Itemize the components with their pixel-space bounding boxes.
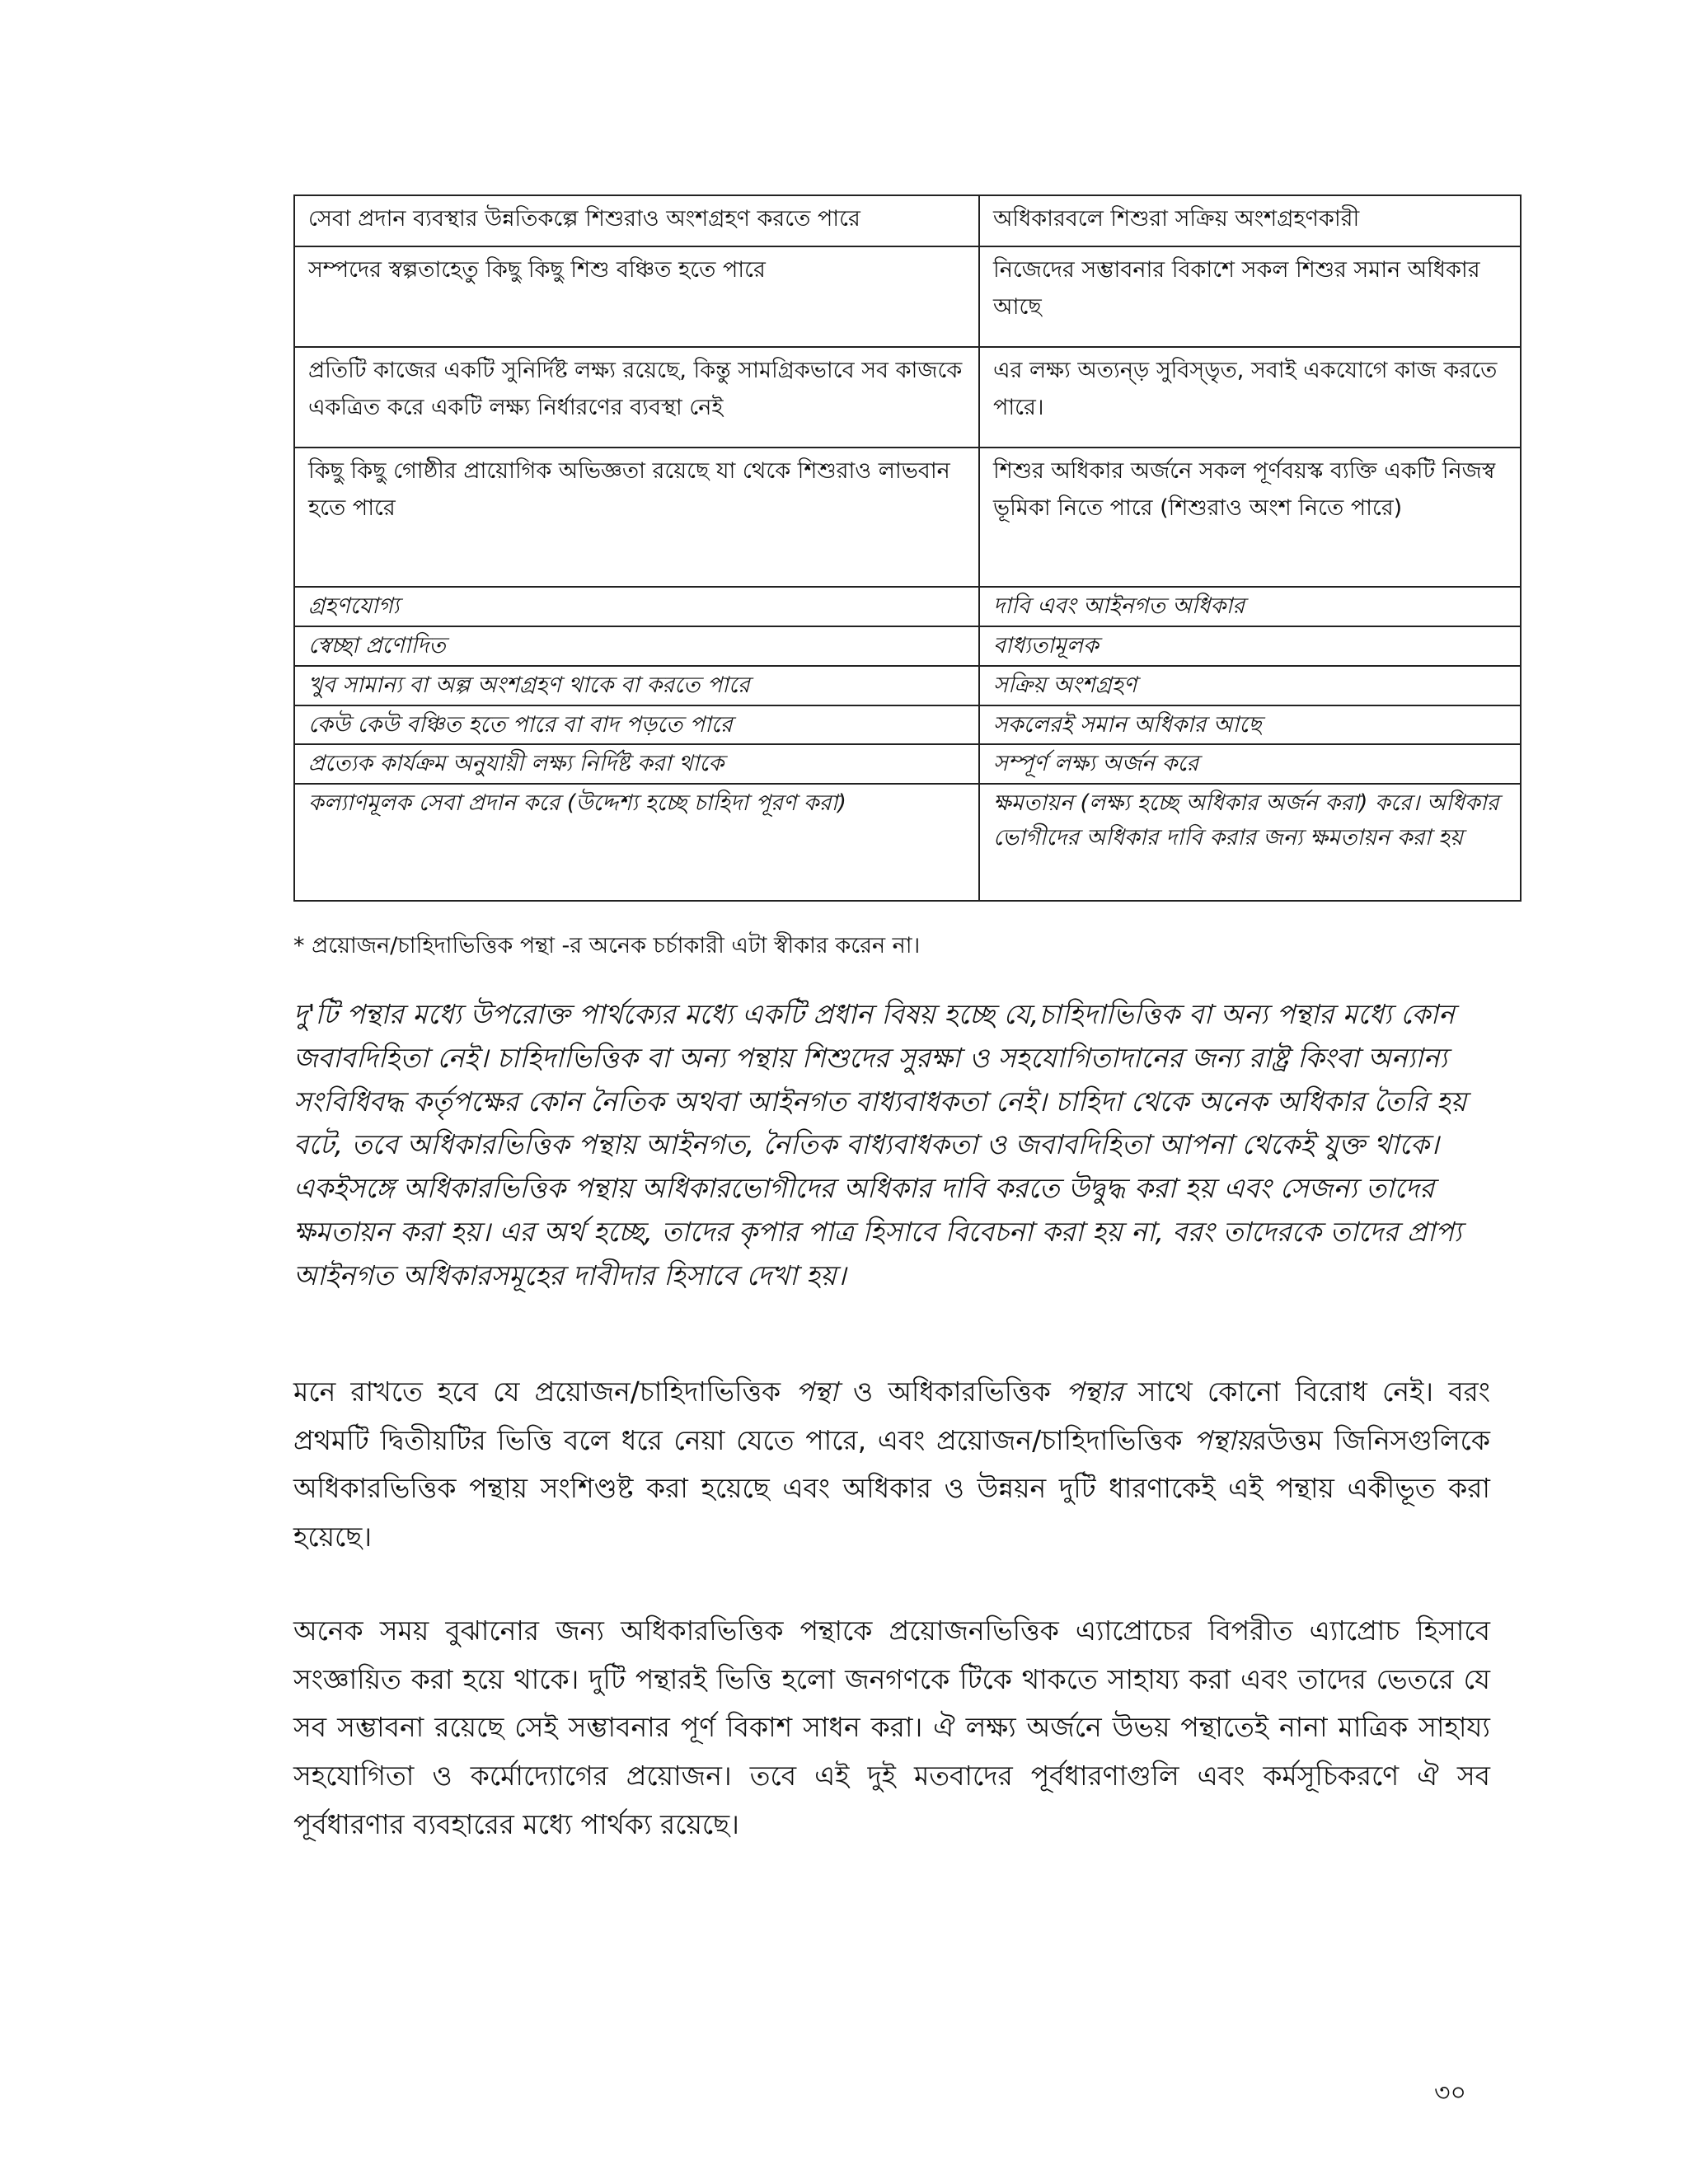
body-paragraph-1 <box>293 1368 1490 1562</box>
table-cell-left: কল্যাণমূলক সেবা প্রদান করে (উদ্দেশ্য হচ্ছে চাহিদা পূরণ করা) <box>294 784 979 901</box>
table-cell-left: কেউ কেউ বঞ্চিত হতে পারে বা বাদ পড়তে পারে <box>294 705 979 745</box>
paragraph-text: রউত্তম জিনিসগুলিকে অধিকারভিত্তিক পন্থায় সংশিণ্ডষ্ট করা হয়েছে এবং অধিকার ও উন্নয়ন দুটি ধারণাকেই এই পন্থায় একীভূত করা হয়েছে। <box>293 1423 1490 1554</box>
table-cell-left: প্রত্যেক কার্যক্রম অনুযায়ী লক্ষ্য নির্দিষ্ট করা থাকে <box>294 744 979 784</box>
paragraph-text: ও অধিকারভিত্তিক <box>837 1376 1066 1408</box>
table-cell-right: ক্ষমতায়ন (লক্ষ্য হচ্ছে অধিকার অর্জন করা) করে। অধিকার ভোগীদের অধিকার দাবি করার জন্য ক্ষমতায়ন করা হয় <box>979 784 1521 901</box>
footnote: * প্রয়োজন/চাহিদাভিত্তিক পন্থা -র অনেক চর্চাকারী এটা স্বীকার করেন না। <box>293 933 921 958</box>
page-number: ৩০ <box>1434 2079 1467 2107</box>
table-cell-right: শিশুর অধিকার অর্জনে সকল পূর্ণবয়স্ক ব্যক্তি একটি নিজস্ব ভূমিকা নিতে পারে (শিশুরাও অংশ নিতে পারে) <box>979 448 1521 587</box>
italic-paragraph: দু'টি পন্থার মধ্যে উপরোক্ত পার্থক্যের মধ্যে একটি প্রধান বিষয় হচ্ছে যে,চাহিদাভিত্তিক বা অন্য পন্থার মধ্যে কোন জবাবদিহিতা নেই। চাহিদাভিত্তিক বা অন্য পন্থায় শিশুদের সুরক্ষা ও সহযোগিতাদানের জন্য রাষ্ট্র কিংবা অন্যান্য সংবিধিবদ্ধ কর্তৃপক্ষের কোন নৈতিক অথবা আইনগত বাধ্যবাধকতা নেই। চাহিদা থেকে অনেক অধিকার তৈরি হয় বটে, তবে অধিকারভিত্তিক পন্থায় আইনগত, নৈতিক বাধ্যবাধকতা ও জবাবদিহিতা আপনা থেকেই যুক্ত থাকে। একইসঙ্গে অধিকারভিত্তিক পন্থায় অধিকারভোগীদের অধিকার দাবি করতে উদ্বুদ্ধ করা হয় এবং সেজন্য তাদের ক্ষমতায়ন করা হয়। এর অর্থ হচ্ছে, তাদের কৃপার পাত্র হিসাবে বিবেচনা করা হয় না, বরং তাদেরকে তাদের প্রাপ্য আইনগত অধিকারসমূহের দাবীদার হিসাবে দেখা হয়। <box>293 998 1467 1291</box>
table-cell-right: অধিকারবলে শিশুরা সক্রিয় অংশগ্রহণকারী <box>979 195 1521 246</box>
table-cell-right: বাধ্যতামূলক <box>979 626 1521 666</box>
table-cell-left: গ্রহণযোগ্য <box>294 587 979 626</box>
table-cell-left: সম্পদের স্বল্পতাহেতু কিছু কিছু শিশু বঞ্চিত হতে পারে <box>294 246 979 347</box>
table-cell-right: সকলেরই সমান অধিকার আছে <box>979 705 1521 745</box>
table-cell-right: সম্পূর্ণ লক্ষ্য অর্জন করে <box>979 744 1521 784</box>
paragraph-text: সাথে কোনো বিরোধ নেই। বরং প্রথমটি দ্বিতীয়টির ভিত্তি বলে ধরে নেয়া যেতে পারে, এবং প্রয়োজন/চাহিদাভিত্তিক <box>293 1376 1490 1456</box>
table-cell-left: কিছু কিছু গোষ্ঠীর প্রায়োগিক অভিজ্ঞতা রয়েছে যা থেকে শিশুরাও লাভবান হতে পারে <box>294 448 979 587</box>
table-row <box>294 347 1521 448</box>
table-row <box>294 448 1521 587</box>
table-cell-right: দাবি এবং আইনগত অধিকার <box>979 587 1521 626</box>
table-cell-left: প্রতিটি কাজের একটি সুনির্দিষ্ট লক্ষ্য রয়েছে, কিন্তু সামগ্রিকভাবে সব কাজকে একত্রিত করে একটি লক্ষ্য নির্ধারণের ব্যবস্থা নেই <box>294 347 979 448</box>
table-row <box>294 705 1521 745</box>
table-row <box>294 195 1521 246</box>
table-row <box>294 744 1521 784</box>
comparison-table <box>293 194 1522 902</box>
emphasis-text: পন্থায় <box>1193 1423 1253 1456</box>
table-row <box>294 626 1521 666</box>
table-row <box>294 587 1521 626</box>
table-row <box>294 246 1521 347</box>
table-cell-left: স্বেচ্ছা প্রণোদিত <box>294 626 979 666</box>
table-cell-right: নিজেদের সম্ভাবনার বিকাশে সকল শিশুর সমান অধিকার আছে <box>979 246 1521 347</box>
table-cell-left: সেবা প্রদান ব্যবস্থার উন্নতিকল্পে শিশুরাও অংশগ্রহণ করতে পারে <box>294 195 979 246</box>
emphasis-text: পন্থার <box>1065 1376 1123 1408</box>
table-cell-left: খুব সামান্য বা অল্প অংশগ্রহণ থাকে বা করতে পারে <box>294 666 979 705</box>
emphasis-text: পন্থা <box>795 1376 838 1408</box>
paragraph-text: মনে রাখতে হবে যে প্রয়োজন/চাহিদাভিত্তিক <box>293 1376 796 1408</box>
table-row <box>294 784 1521 901</box>
body-paragraph-2: অনেক সময় বুঝানোর জন্য অধিকারভিত্তিক পন্থাকে প্রয়োজনভিত্তিক এ্যাপ্রোচের বিপরীত এ্যাপ্রোচ হিসাবে সংজ্ঞায়িত করা হয়ে থাকে। দুটি পন্থারই ভিত্তি হলো জনগণকে টিকে থাকতে সাহায্য করা এবং তাদের ভেতরে যে সব সম্ভাবনা রয়েছে সেই সম্ভাবনার পূর্ণ বিকাশ সাধন করা। ঐ লক্ষ্য অর্জনে উভয় পন্থাতেই নানা মাত্রিক সাহায্য সহযোগিতা ও কর্মোদ্যোগের প্রয়োজন। তবে এই দুই মতবাদের পূর্বধারণাগুলি এবং কর্মসূচিকরণে ঐ সব পূর্বধারণার ব্যবহারের মধ্যে পার্থক্য রয়েছে। <box>293 1615 1490 1840</box>
table-row <box>294 666 1521 705</box>
table-cell-right: এর লক্ষ্য অত্যন্ড় সুবিস্ড়ৃত, সবাই একযোগে কাজ করতে পারে। <box>979 347 1521 448</box>
table-cell-right: সক্রিয় অংশগ্রহণ <box>979 666 1521 705</box>
